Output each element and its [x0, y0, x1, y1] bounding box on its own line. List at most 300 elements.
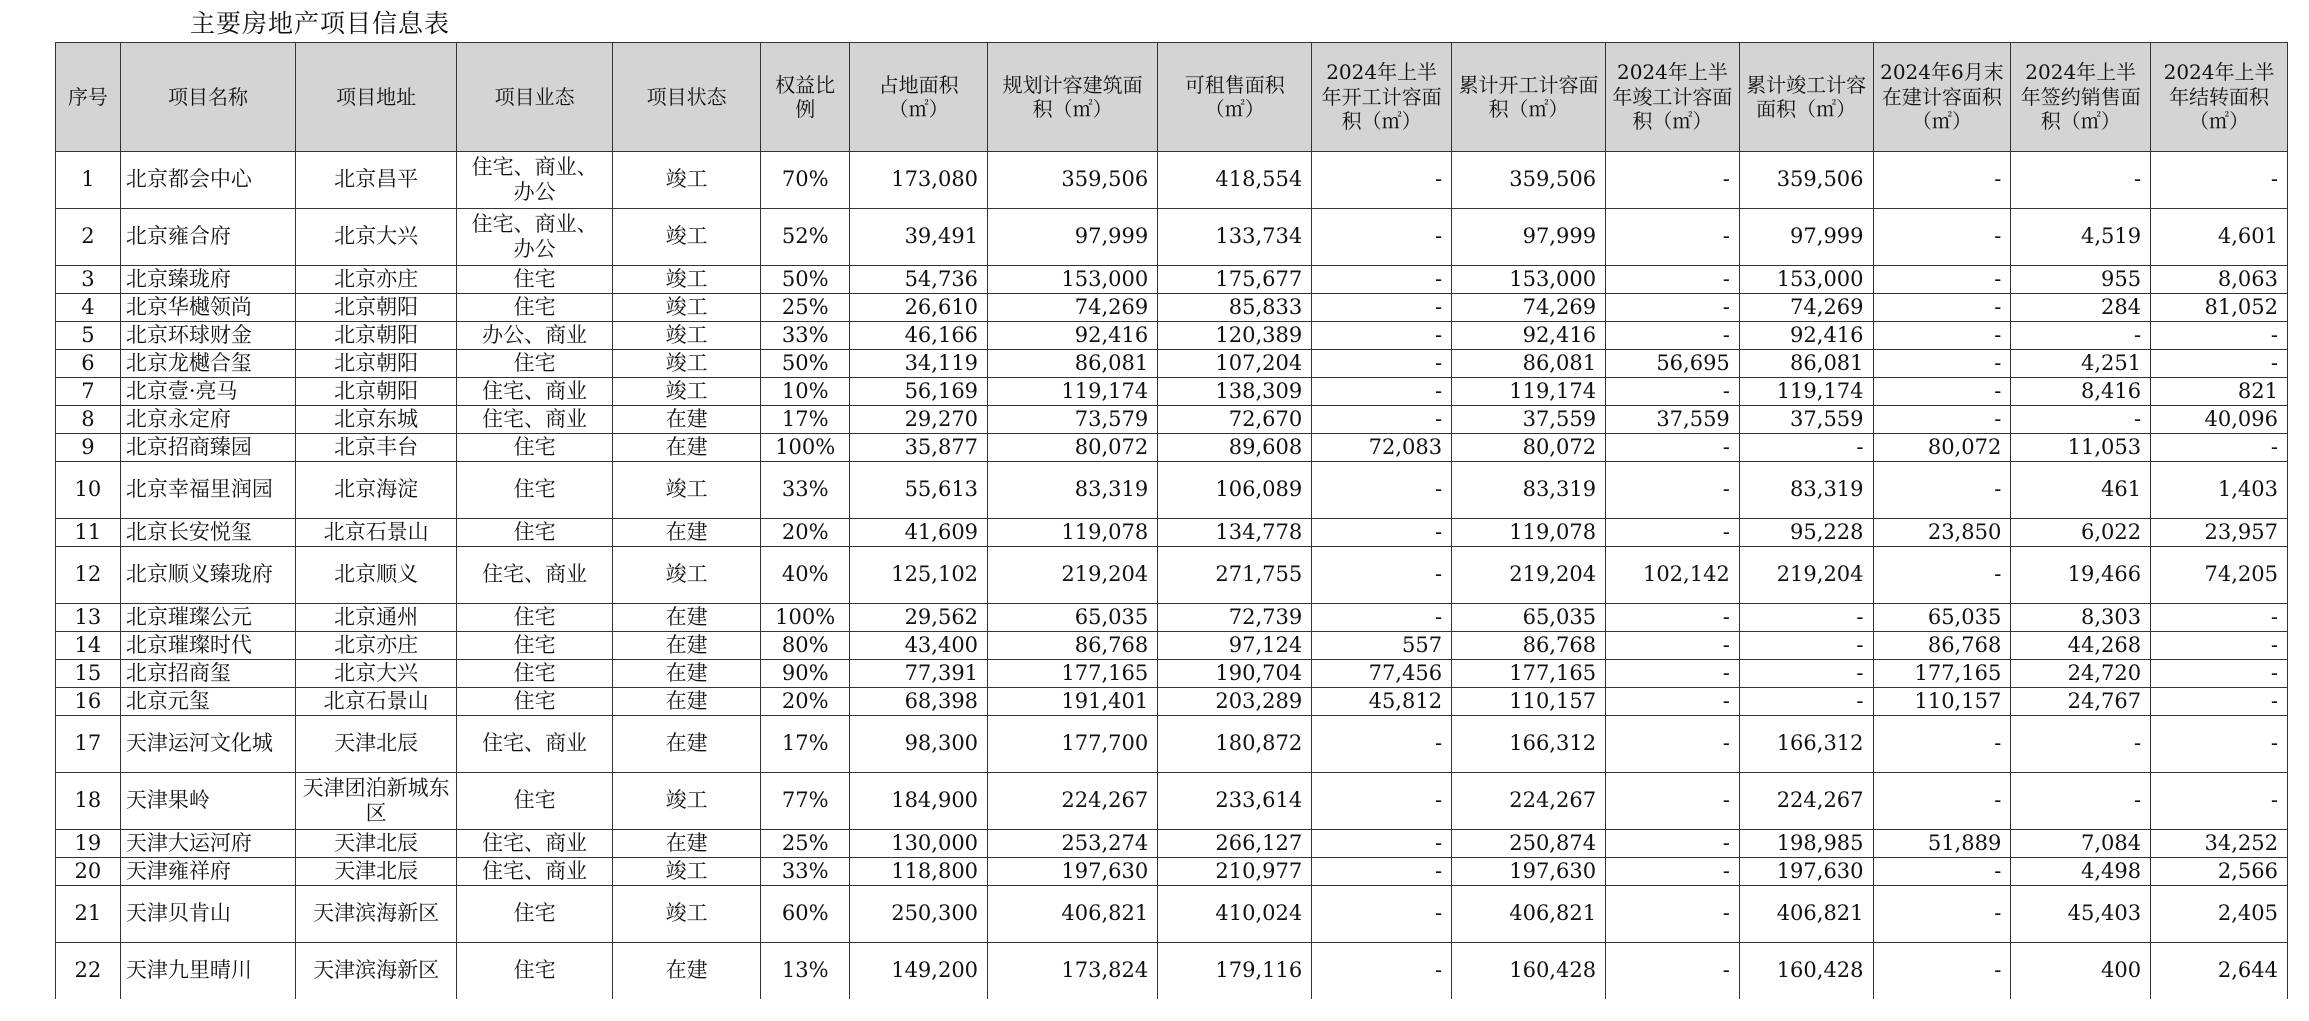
table-cell: 北京都会中心: [120, 152, 295, 209]
table-cell: 77,391: [850, 660, 988, 688]
table-cell: 50%: [761, 266, 850, 294]
table-cell: 461: [2011, 462, 2151, 519]
table-cell: 119,174: [1452, 378, 1606, 406]
table-cell: 80,072: [988, 434, 1158, 462]
table-cell: 竣工: [613, 152, 761, 209]
table-cell: 45,403: [2011, 886, 2151, 943]
table-cell: 33%: [761, 322, 850, 350]
table-cell: -: [1312, 943, 1452, 1000]
table-cell: 20%: [761, 519, 850, 547]
table-cell: 119,078: [988, 519, 1158, 547]
table-cell: 住宅: [457, 886, 613, 943]
page-title: 主要房地产项目信息表: [190, 9, 451, 38]
table-cell: 北京大兴: [296, 209, 457, 266]
table-cell: 在建: [613, 660, 761, 688]
table-cell: 86,768: [1452, 632, 1606, 660]
table-cell: 24,720: [2011, 660, 2151, 688]
table-cell: -: [2011, 322, 2151, 350]
table-cell: 37,559: [1606, 406, 1740, 434]
project-table-container: [55, 42, 2288, 999]
table-cell: -: [1606, 209, 1740, 266]
table-cell: 4,498: [2011, 858, 2151, 886]
table-cell: -: [1873, 716, 2011, 773]
table-cell: 65,035: [988, 604, 1158, 632]
table-cell: 68,398: [850, 688, 988, 716]
table-cell: 8,416: [2011, 378, 2151, 406]
table-cell: 北京雍合府: [120, 209, 295, 266]
table-cell: 271,755: [1158, 547, 1312, 604]
table-cell: 住宅、商业: [457, 858, 613, 886]
table-cell: 住宅、商业: [457, 830, 613, 858]
table-cell: 97,999: [988, 209, 1158, 266]
table-cell: 120,389: [1158, 322, 1312, 350]
table-cell: 179,116: [1158, 943, 1312, 1000]
table-cell: 54,736: [850, 266, 988, 294]
table-cell: 86,768: [988, 632, 1158, 660]
table-cell: 北京朝阳: [296, 322, 457, 350]
table-cell: 224,267: [1739, 773, 1873, 830]
table-cell: 95,228: [1739, 519, 1873, 547]
table-cell: 175,677: [1158, 266, 1312, 294]
table-cell: 天津北辰: [296, 858, 457, 886]
table-cell: 90%: [761, 660, 850, 688]
table-cell: -: [2151, 632, 2288, 660]
table-cell: 11,053: [2011, 434, 2151, 462]
table-cell: 118,800: [850, 858, 988, 886]
table-cell: 39,491: [850, 209, 988, 266]
table-cell: 73,579: [988, 406, 1158, 434]
table-cell: -: [1606, 322, 1740, 350]
col-header: 权益比例: [761, 43, 850, 152]
table-row: [56, 547, 2288, 604]
table-cell: 3: [56, 266, 121, 294]
col-header: 2024年上半年竣工计容面积（㎡）: [1606, 43, 1740, 152]
table-cell: 25%: [761, 830, 850, 858]
table-cell: -: [2011, 716, 2151, 773]
table-row: [56, 350, 2288, 378]
table-cell: -: [1873, 322, 2011, 350]
table-cell: 821: [2151, 378, 2288, 406]
table-cell: 北京壹·亮马: [120, 378, 295, 406]
table-cell: -: [1606, 943, 1740, 1000]
col-header: 项目名称: [120, 43, 295, 152]
table-cell: 天津团泊新城东区: [296, 773, 457, 830]
table-cell: 233,614: [1158, 773, 1312, 830]
table-cell: 406,821: [988, 886, 1158, 943]
table-cell: -: [1606, 886, 1740, 943]
table-cell: 14: [56, 632, 121, 660]
table-cell: 177,700: [988, 716, 1158, 773]
table-cell: 竣工: [613, 547, 761, 604]
table-cell: -: [1312, 716, 1452, 773]
table-cell: -: [1606, 632, 1740, 660]
table-cell: 7: [56, 378, 121, 406]
table-cell: 133,734: [1158, 209, 1312, 266]
table-cell: 72,083: [1312, 434, 1452, 462]
table-cell: 83,319: [988, 462, 1158, 519]
table-cell: 177,165: [1873, 660, 2011, 688]
table-cell: 6,022: [2011, 519, 2151, 547]
table-cell: 北京亦庄: [296, 632, 457, 660]
col-header: 2024年上半年结转面积（㎡）: [2151, 43, 2288, 152]
table-cell: 北京大兴: [296, 660, 457, 688]
table-cell: 2,566: [2151, 858, 2288, 886]
table-cell: 17%: [761, 406, 850, 434]
table-cell: 住宅、商业: [457, 716, 613, 773]
table-cell: 5: [56, 322, 121, 350]
table-cell: -: [1312, 547, 1452, 604]
table-cell: 11: [56, 519, 121, 547]
table-row: [56, 830, 2288, 858]
table-cell: 北京璀璨时代: [120, 632, 295, 660]
table-cell: 住宅: [457, 943, 613, 1000]
table-cell: 15: [56, 660, 121, 688]
table-row: [56, 519, 2288, 547]
table-cell: 400: [2011, 943, 2151, 1000]
table-cell: 86,081: [1452, 350, 1606, 378]
table-cell: 8,063: [2151, 266, 2288, 294]
table-cell: 180,872: [1158, 716, 1312, 773]
table-cell: 43,400: [850, 632, 988, 660]
table-cell: 在建: [613, 519, 761, 547]
table-cell: 6: [56, 350, 121, 378]
table-cell: 21: [56, 886, 121, 943]
table-cell: 197,630: [1452, 858, 1606, 886]
table-cell: -: [1312, 266, 1452, 294]
table-cell: 北京幸福里润园: [120, 462, 295, 519]
table-cell: 北京顺义: [296, 547, 457, 604]
table-cell: 98,300: [850, 716, 988, 773]
table-cell: 224,267: [1452, 773, 1606, 830]
table-cell: -: [1739, 434, 1873, 462]
table-cell: 410,024: [1158, 886, 1312, 943]
col-header: 可租售面积（㎡）: [1158, 43, 1312, 152]
table-cell: -: [1739, 688, 1873, 716]
table-cell: 65,035: [1452, 604, 1606, 632]
table-row: [56, 688, 2288, 716]
table-cell: 406,821: [1739, 886, 1873, 943]
table-cell: 86,768: [1873, 632, 2011, 660]
table-cell: 住宅、商业: [457, 406, 613, 434]
table-cell: 72,739: [1158, 604, 1312, 632]
table-row: [56, 858, 2288, 886]
table-cell: -: [2151, 350, 2288, 378]
table-cell: 107,204: [1158, 350, 1312, 378]
table-cell: -: [1739, 632, 1873, 660]
table-cell: 在建: [613, 434, 761, 462]
table-cell: 153,000: [988, 266, 1158, 294]
table-cell: 在建: [613, 716, 761, 773]
table-cell: -: [1606, 773, 1740, 830]
table-cell: 130,000: [850, 830, 988, 858]
table-row: [56, 209, 2288, 266]
table-cell: -: [2151, 688, 2288, 716]
table-cell: 北京永定府: [120, 406, 295, 434]
table-cell: 80,072: [1873, 434, 2011, 462]
table-cell: -: [1606, 462, 1740, 519]
table-cell: 北京石景山: [296, 519, 457, 547]
table-cell: 100%: [761, 434, 850, 462]
table-cell: -: [1606, 519, 1740, 547]
table-cell: 1,403: [2151, 462, 2288, 519]
table-row: [56, 660, 2288, 688]
table-header-row: [56, 43, 2288, 152]
table-body: [56, 152, 2288, 1000]
table-cell: -: [1606, 858, 1740, 886]
table-cell: 在建: [613, 632, 761, 660]
table-cell: 北京璀璨公元: [120, 604, 295, 632]
table-cell: 住宅: [457, 660, 613, 688]
table-cell: 23,957: [2151, 519, 2288, 547]
table-cell: 12: [56, 547, 121, 604]
table-cell: 北京丰台: [296, 434, 457, 462]
table-cell: 北京招商臻园: [120, 434, 295, 462]
table-row: [56, 604, 2288, 632]
table-cell: 33%: [761, 462, 850, 519]
table-cell: 97,124: [1158, 632, 1312, 660]
table-cell: 24,767: [2011, 688, 2151, 716]
table-cell: 天津运河文化城: [120, 716, 295, 773]
table-cell: 2: [56, 209, 121, 266]
table-cell: 70%: [761, 152, 850, 209]
table-cell: 45,812: [1312, 688, 1452, 716]
col-header: 2024年上半年签约销售面积（㎡）: [2011, 43, 2151, 152]
table-cell: 138,309: [1158, 378, 1312, 406]
table-cell: 46,166: [850, 322, 988, 350]
table-cell: 17%: [761, 716, 850, 773]
table-cell: 住宅: [457, 294, 613, 322]
table-cell: 北京东城: [296, 406, 457, 434]
table-cell: 149,200: [850, 943, 988, 1000]
table-cell: 住宅、商业、办公: [457, 209, 613, 266]
table-row: [56, 716, 2288, 773]
table-cell: 北京招商玺: [120, 660, 295, 688]
table-cell: -: [1873, 886, 2011, 943]
table-cell: 北京臻珑府: [120, 266, 295, 294]
table-cell: 8: [56, 406, 121, 434]
table-cell: -: [2151, 604, 2288, 632]
table-cell: 天津贝肯山: [120, 886, 295, 943]
table-cell: 在建: [613, 604, 761, 632]
table-cell: -: [1873, 378, 2011, 406]
table-cell: -: [1873, 266, 2011, 294]
table-cell: 74,269: [988, 294, 1158, 322]
table-cell: 92,416: [988, 322, 1158, 350]
table-cell: 北京昌平: [296, 152, 457, 209]
table-cell: 210,977: [1158, 858, 1312, 886]
table-cell: 219,204: [1452, 547, 1606, 604]
col-header: 累计竣工计容面积（㎡）: [1739, 43, 1873, 152]
table-row: [56, 462, 2288, 519]
table-cell: -: [1873, 773, 2011, 830]
table-cell: 40,096: [2151, 406, 2288, 434]
table-cell: 55,613: [850, 462, 988, 519]
table-cell: 2,405: [2151, 886, 2288, 943]
table-cell: 天津滨海新区: [296, 886, 457, 943]
table-cell: -: [1312, 209, 1452, 266]
table-cell: 天津九里晴川: [120, 943, 295, 1000]
table-cell: 23,850: [1873, 519, 2011, 547]
table-cell: 197,630: [1739, 858, 1873, 886]
table-cell: 86,081: [988, 350, 1158, 378]
table-cell: 22: [56, 943, 121, 1000]
table-cell: -: [1739, 660, 1873, 688]
table-cell: -: [1873, 350, 2011, 378]
table-cell: 20: [56, 858, 121, 886]
table-cell: 住宅: [457, 604, 613, 632]
table-cell: -: [1606, 294, 1740, 322]
table-cell: 天津雍祥府: [120, 858, 295, 886]
col-header: 项目地址: [296, 43, 457, 152]
table-cell: 125,102: [850, 547, 988, 604]
table-cell: 86,081: [1739, 350, 1873, 378]
table-cell: 北京石景山: [296, 688, 457, 716]
table-cell: -: [1312, 519, 1452, 547]
table-row: [56, 378, 2288, 406]
table-cell: 住宅: [457, 266, 613, 294]
table-row: [56, 294, 2288, 322]
table-cell: 184,900: [850, 773, 988, 830]
table-cell: 557: [1312, 632, 1452, 660]
table-cell: 住宅: [457, 434, 613, 462]
col-header: 占地面积（㎡）: [850, 43, 988, 152]
table-cell: 134,778: [1158, 519, 1312, 547]
table-cell: -: [1873, 462, 2011, 519]
table-cell: 住宅: [457, 350, 613, 378]
table-cell: 25%: [761, 294, 850, 322]
table-cell: 92,416: [1452, 322, 1606, 350]
table-cell: 266,127: [1158, 830, 1312, 858]
table-cell: -: [1312, 773, 1452, 830]
table-cell: -: [1312, 322, 1452, 350]
table-cell: -: [1606, 604, 1740, 632]
table-cell: 北京朝阳: [296, 294, 457, 322]
table-cell: 197,630: [988, 858, 1158, 886]
table-cell: 83,319: [1452, 462, 1606, 519]
table-cell: 20%: [761, 688, 850, 716]
col-header: 项目业态: [457, 43, 613, 152]
table-cell: 153,000: [1739, 266, 1873, 294]
table-cell: 住宅: [457, 462, 613, 519]
table-cell: 198,985: [1739, 830, 1873, 858]
table-cell: 160,428: [1452, 943, 1606, 1000]
table-cell: 北京龙樾合玺: [120, 350, 295, 378]
table-cell: 竣工: [613, 378, 761, 406]
table-cell: 359,506: [1739, 152, 1873, 209]
table-cell: 224,267: [988, 773, 1158, 830]
table-cell: 19: [56, 830, 121, 858]
table-cell: 250,300: [850, 886, 988, 943]
table-cell: 160,428: [1739, 943, 1873, 1000]
table-cell: -: [1606, 266, 1740, 294]
table-cell: 173,080: [850, 152, 988, 209]
table-cell: 80,072: [1452, 434, 1606, 462]
table-cell: -: [1312, 604, 1452, 632]
table-cell: 89,608: [1158, 434, 1312, 462]
table-cell: 住宅、商业: [457, 547, 613, 604]
table-cell: -: [2151, 434, 2288, 462]
table-cell: -: [1873, 406, 2011, 434]
table-cell: 北京海淀: [296, 462, 457, 519]
table-cell: -: [1873, 152, 2011, 209]
table-cell: -: [1312, 294, 1452, 322]
table-cell: 在建: [613, 830, 761, 858]
table-cell: 住宅: [457, 632, 613, 660]
table-cell: 在建: [613, 406, 761, 434]
table-cell: 166,312: [1452, 716, 1606, 773]
table-cell: 110,157: [1452, 688, 1606, 716]
table-cell: 34,119: [850, 350, 988, 378]
table-cell: 40%: [761, 547, 850, 604]
table-cell: 天津大运河府: [120, 830, 295, 858]
table-cell: 竣工: [613, 462, 761, 519]
table-cell: -: [2151, 660, 2288, 688]
table-cell: 竣工: [613, 294, 761, 322]
table-cell: 119,078: [1452, 519, 1606, 547]
table-cell: 83,319: [1739, 462, 1873, 519]
table-cell: 74,269: [1739, 294, 1873, 322]
table-cell: 4,519: [2011, 209, 2151, 266]
table-row: [56, 322, 2288, 350]
table-cell: 办公、商业: [457, 322, 613, 350]
table-cell: 16: [56, 688, 121, 716]
table-cell: 10%: [761, 378, 850, 406]
col-header: 规划计容建筑面积（㎡）: [988, 43, 1158, 152]
table-cell: 97,999: [1452, 209, 1606, 266]
table-cell: 60%: [761, 886, 850, 943]
table-cell: -: [1606, 152, 1740, 209]
table-cell: 住宅: [457, 773, 613, 830]
table-cell: 44,268: [2011, 632, 2151, 660]
table-cell: 19,466: [2011, 547, 2151, 604]
table-cell: -: [1312, 858, 1452, 886]
table-cell: 153,000: [1452, 266, 1606, 294]
table-cell: 13: [56, 604, 121, 632]
table-cell: 2,644: [2151, 943, 2288, 1000]
table-cell: 4: [56, 294, 121, 322]
table-row: [56, 632, 2288, 660]
table-cell: 29,562: [850, 604, 988, 632]
table-cell: 4,251: [2011, 350, 2151, 378]
table-cell: 在建: [613, 688, 761, 716]
table-cell: 33%: [761, 858, 850, 886]
table-cell: 359,506: [988, 152, 1158, 209]
table-cell: 北京顺义臻珑府: [120, 547, 295, 604]
table-cell: 97,999: [1739, 209, 1873, 266]
table-cell: 北京长安悦玺: [120, 519, 295, 547]
table-row: [56, 773, 2288, 830]
table-cell: 92,416: [1739, 322, 1873, 350]
table-cell: 北京华樾领尚: [120, 294, 295, 322]
table-cell: 9: [56, 434, 121, 462]
table-cell: 52%: [761, 209, 850, 266]
table-cell: 72,670: [1158, 406, 1312, 434]
table-cell: -: [2151, 716, 2288, 773]
table-cell: 106,089: [1158, 462, 1312, 519]
table-cell: 955: [2011, 266, 2151, 294]
table-cell: 51,889: [1873, 830, 2011, 858]
table-cell: 102,142: [1606, 547, 1740, 604]
table-cell: -: [1606, 688, 1740, 716]
table-cell: 竣工: [613, 886, 761, 943]
table-cell: 34,252: [2151, 830, 2288, 858]
table-cell: 85,833: [1158, 294, 1312, 322]
table-cell: -: [1873, 209, 2011, 266]
table-cell: -: [1312, 406, 1452, 434]
table-cell: 北京朝阳: [296, 350, 457, 378]
table-cell: 74,205: [2151, 547, 2288, 604]
table-cell: -: [1312, 462, 1452, 519]
